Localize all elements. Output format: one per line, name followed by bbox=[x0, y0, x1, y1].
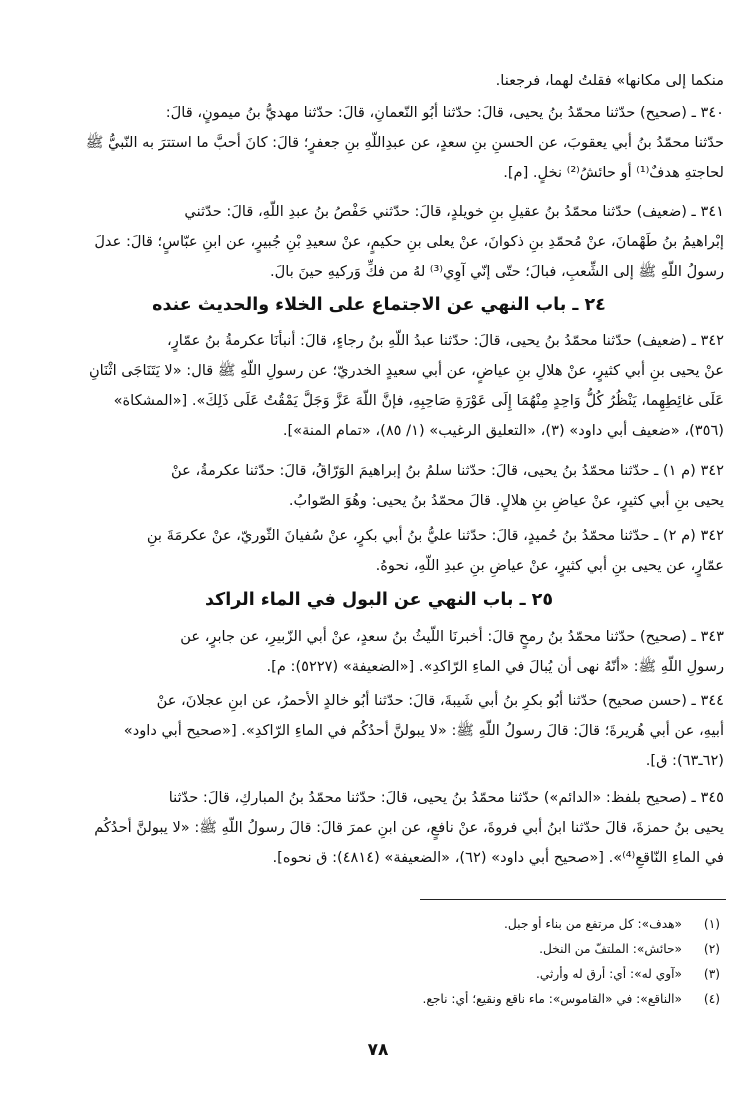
hadith-342-line: عنْ يحيى بنِ أبي كثيرٍ، عنْ هلالِ بنِ عياضٍ، عن أبي سعيدٍ الخدريّ؛ عن رسولِ اللّهِ ﷺ قال: «لا يَتَنَاجَى اثْنَانِ bbox=[88, 362, 724, 379]
chapter-heading-24 bbox=[34, 290, 724, 320]
footnote-number: (٢) bbox=[703, 942, 720, 956]
hadith-342-m1 bbox=[34, 456, 724, 516]
hadith-343-line: رسولِ اللّهِ ﷺ: «أنّهُ نهى أن يُبالَ في الماءِ الرّاكدِ». [«الضعيفة» (٥٢٢٧): م]. bbox=[266, 658, 724, 675]
intro-line: منكما إلى مكانها» فقلتُ لهما، فرجعنا. bbox=[495, 72, 724, 89]
hadith-342-m1-line: يحيى بنِ أبي كثيرٍ، عنْ عياضِ بنِ هلالٍ. قالَ محمّدُ بنُ يحيى: وهُوَ الصّوابُ. bbox=[288, 492, 724, 509]
hadith-344-line: أبيهِ، عن أبي هُريرةَ؛ قالَ: قالَ رسولُ اللّهِ ﷺ: «لا يبولنَّ أحدُكُم في الماءِ الرّاكدِ». [«صحيح أبي داود» bbox=[123, 722, 724, 739]
footnote-number: (٣) bbox=[703, 967, 720, 981]
hadith-342-m1-line: ٣٤٢ (م ١) ـ حدّثنا محمّدُ بنُ يحيى، قالَ: حدّثنا سلمُ بنُ إبراهيمَ الوَرّاقُ، قالَ: حدّثنا عكرمةُ، عنْ bbox=[170, 462, 724, 479]
hadith-345-line: ٣٤٥ ـ (صحيح بلفظ: «الدائم») حدّثنا محمّدُ بنُ يحيى، قالَ: حدّثنا محمّدُ بنُ المباركِ، قالَ: حدّثنا bbox=[168, 789, 724, 806]
footnote-number: (٤) bbox=[703, 992, 720, 1006]
footnote-text: «حائش»: الملتفّ من النخل. bbox=[539, 942, 682, 956]
footnote-divider bbox=[420, 899, 726, 900]
hadith-344-line: ٣٤٤ ـ (حسن صحيح) حدّثنا أبُو بكرِ بنُ أبي شَيبةَ، قالَ: حدّثنا أبُو خالدٍ الأحمرُ، عن ابنِ عجلانَ، عنْ bbox=[156, 692, 724, 709]
footnotes bbox=[200, 912, 720, 1012]
footnote-item bbox=[200, 937, 720, 962]
footnote-item bbox=[200, 912, 720, 937]
footnote-text: «هدف»: كل مرتفع من بناء أو جبل. bbox=[504, 917, 682, 931]
hadith-342-line: (٣٥٦)، «ضعيف أبي داود» (٣)، «التعليق الرغيب» (١/ ٨٥)، «تمام المنة»]. bbox=[282, 422, 724, 439]
hadith-343-line: ٣٤٣ ـ (صحيح) حدّثنا محمّدُ بنُ رمحٍ قالَ: أخبرنَا اللّيثُ بنُ سعدٍ، عنْ أبي الزّبيرِ، عن جابرٍ، عن bbox=[180, 628, 724, 645]
hadith-340-line: ٣٤٠ ـ (صحيح) حدّثنا محمّدُ بنُ يحيى، قالَ: حدّثنا أبُو النّعمانِ، قالَ: حدّثنا مهديُّ بنُ ميمونٍ، قالَ: bbox=[165, 104, 724, 121]
footnote-text: «الناقع»: في «القاموس»: ماء ناقع ونقيع؛ أي: ناجع. bbox=[422, 992, 682, 1006]
hadith-341-line: رسولُ اللّهِ ﷺ إلى الشِّعبِ، فبالَ؛ حتّى إنّي آوِي⁽³⁾ لهُ من فكِّ وَركيهِ حينَ بالَ. bbox=[270, 263, 724, 280]
hadith-341-line: إبْراهيمُ بنُ طَهْمانَ، عنْ مُحمّدِ بنِ ذكوانَ، عنْ يعلى بنِ حكيمٍ، عنْ سعيدِ بْنِ جُبيرٍ، عن ابنِ عبّاسٍ؛ قالَ: عدلَ bbox=[94, 233, 724, 250]
footnote-number: (١) bbox=[703, 917, 720, 931]
hadith-345-line: في الماءِ النّاقعِ⁽⁴⁾». [«صحيح أبي داود» (٦٢)، «الضعيفة» (٤٨١٤): ق نحوه]. bbox=[272, 849, 724, 866]
chapter-title: ٢٥ ـ باب النهي عن البول في الماء الراكد bbox=[204, 590, 554, 610]
page-number: ٧٨ bbox=[367, 1040, 389, 1060]
hadith-340-line: لحاجتهِ هدفٌ⁽¹⁾ أو حائشُ⁽²⁾ نخلٍ. [م]. bbox=[503, 164, 724, 181]
hadith-342-line: عَلَى غائِطِهِما، يَنْظُرُ كُلُّ وَاحِدٍ مِنْهُمَا إِلَى عَوْرَةِ صَاحِبِهِ، فإنَّ اللّهَ عَزَّ وَجَلَّ يَمْقُتُ عَلَى ذَلِكَ». [«المشكاة» bbox=[113, 392, 724, 409]
hadith-341-line: ٣٤١ ـ (ضعيف) حدّثنا محمّدُ بنُ عقيلِ بنِ خويلدٍ، قالَ: حدّثني حَفْصُ بنُ عبدِ اللّهِ، قالَ: حدّثني bbox=[184, 203, 724, 220]
hadith-340 bbox=[34, 98, 724, 188]
hadith-344 bbox=[34, 686, 724, 776]
hadith-342-line: ٣٤٢ ـ (ضعيف) حدّثنا محمّدُ بنُ يحيى، قالَ: حدّثنا عبدُ اللّهِ بنُ رجاءٍ، قالَ: أنبأنَا عكرمةُ بنُ عمّارٍ، bbox=[167, 332, 724, 349]
hadith-343 bbox=[34, 622, 724, 682]
hadith-342-m2-line: ٣٤٢ (م ٢) ـ حدّثنا محمّدُ بنُ حُميدٍ، قالَ: حدّثنا عليُّ بنُ أبي بكرٍ، عنْ سُفيانَ الثّوريّ، عنْ عكرمَةَ بنِ bbox=[146, 527, 724, 544]
footnote-text: «آوي له»: أي: أرق له وأرثي. bbox=[535, 967, 682, 981]
chapter-title: ٢٤ ـ باب النهي عن الاجتماع على الخلاء والحديث عنده bbox=[152, 295, 606, 315]
hadith-340-line: حدّثنا محمّدُ بنُ أبي يعقوبَ، عن الحسنِ بنِ سعدٍ، عن عبدِاللّهِ بنِ جعفرٍ؛ قالَ: كانَ أحبَّ ما استترَ به النّبيُّ ﷺ bbox=[85, 134, 724, 151]
hadith-345-line: يحيى بنُ حمزةَ، قالَ حدّثنا ابنُ أبي فروةَ، عنْ نافعٍ، عن ابنِ عمرَ قالَ: قالَ رسولُ اللّهِ ﷺ: «لا يبولنَّ أحدُكُم bbox=[94, 819, 724, 836]
chapter-heading-25 bbox=[34, 585, 724, 615]
hadith-342-m2 bbox=[34, 521, 724, 581]
hadith-344-line: (٦٢ـ٦٣): ق]. bbox=[645, 752, 724, 769]
hadith-342-m2-line: عمّارٍ، عن يحيى بنِ أبي كثيرٍ، عنْ عياضِ بنِ عبدِ اللّهِ، نحوهُ. bbox=[375, 557, 724, 574]
footnote-item bbox=[200, 987, 720, 1012]
footnote-item bbox=[200, 962, 720, 987]
hadith-342 bbox=[34, 326, 724, 446]
hadith-341 bbox=[34, 197, 724, 287]
intro-text bbox=[34, 66, 724, 96]
hadith-345 bbox=[34, 783, 724, 873]
